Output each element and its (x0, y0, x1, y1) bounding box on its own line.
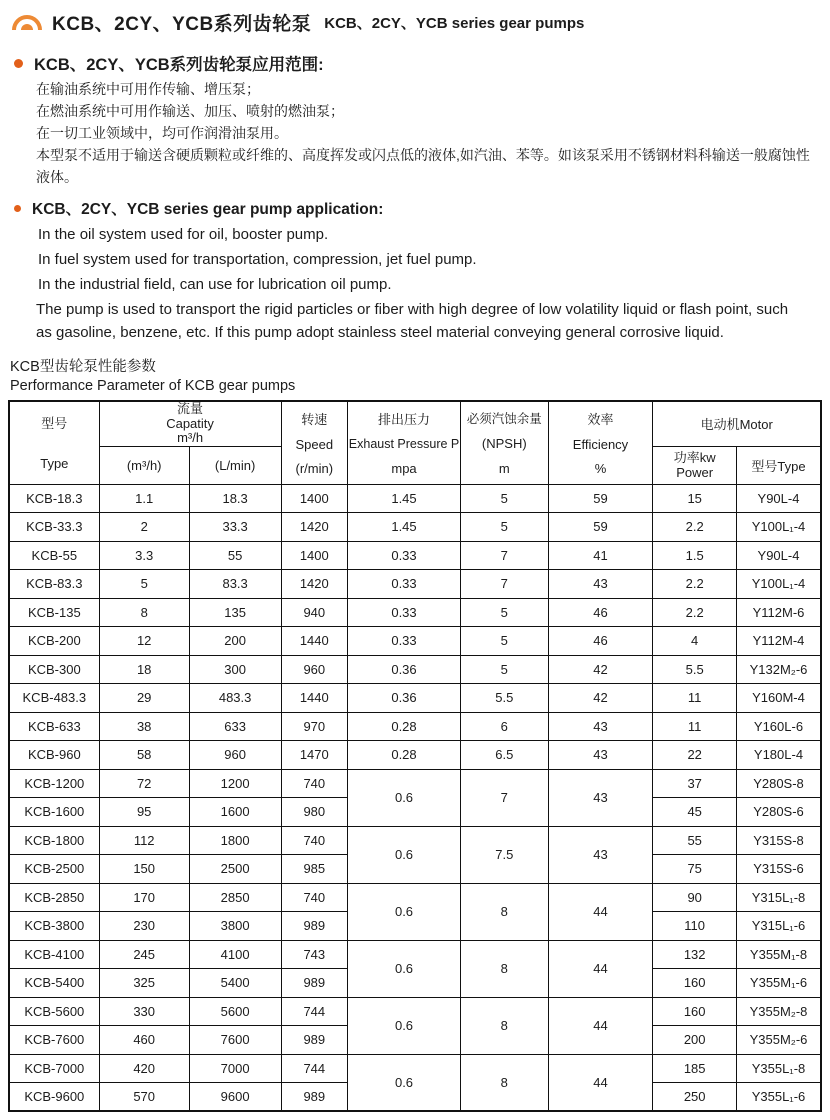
cell-pressure: 0.33 (348, 541, 461, 570)
cell-lmin: 9600 (189, 1083, 281, 1112)
cell-lmin: 960 (189, 741, 281, 770)
col-type-zh: 型号 (41, 415, 68, 431)
en-line: In the industrial field, can use for lubrication oil pump. (38, 276, 392, 293)
cell-type: KCB-5600 (9, 997, 99, 1026)
cell-motor: Y315L₁-6 (736, 912, 821, 941)
cell-motor: Y112M-6 (736, 598, 821, 627)
table-row (9, 712, 821, 741)
cell-pressure: 0.6 (348, 769, 461, 826)
col-lmin-label: (L/min) (214, 457, 256, 473)
cell-power: 185 (653, 1054, 737, 1083)
cell-type: KCB-7600 (9, 1026, 99, 1055)
cell-m3h: 8 (99, 598, 189, 627)
col-npsh-en: (NPSH) (481, 436, 527, 452)
cell-motor: Y132M₂-6 (736, 655, 821, 684)
cell-efficiency: 43 (548, 570, 653, 599)
cell-speed: 970 (281, 712, 348, 741)
cell-npsh: 8 (460, 997, 548, 1054)
cell-efficiency: 46 (548, 598, 653, 627)
cell-speed: 1440 (281, 627, 348, 656)
cell-motor: Y90L-4 (736, 541, 821, 570)
bullet-icon (14, 205, 21, 212)
cell-m3h: 570 (99, 1083, 189, 1112)
table-row (9, 513, 821, 542)
col-motor-type-label: 型号Type (751, 458, 806, 474)
table-row (9, 883, 821, 912)
cell-type: KCB-960 (9, 741, 99, 770)
cell-type: KCB-1800 (9, 826, 99, 855)
col-speed-en: Speed (295, 436, 334, 452)
cn-paragraph: 本型泵不适用于输送含硬质颗粒或纤维的、高度挥发或闪点低的液体,如汽油、苯等。如该泵采用不锈钢材料科输送一般腐蚀性液体。 (36, 147, 810, 185)
cell-lmin: 18.3 (189, 484, 281, 513)
table-row (9, 627, 821, 656)
cell-efficiency: 44 (548, 883, 653, 940)
col-pressure-unit: mpa (391, 460, 417, 476)
cell-type: KCB-83.3 (9, 570, 99, 599)
cell-type: KCB-200 (9, 627, 99, 656)
cell-speed: 980 (281, 798, 348, 827)
cell-m3h: 420 (99, 1054, 189, 1083)
col-header-type (9, 401, 99, 484)
section-heading-en-label: KCB、2CY、YCB series gear pump application: (32, 201, 384, 218)
cell-m3h: 58 (99, 741, 189, 770)
cell-type: KCB-135 (9, 598, 99, 627)
cell-type: KCB-33.3 (9, 513, 99, 542)
cell-speed: 989 (281, 1026, 348, 1055)
cell-motor: Y355L₁-8 (736, 1054, 821, 1083)
page-title-en: KCB、2CY、YCB series gear pumps (324, 15, 585, 32)
cn-line: 在燃油系统中可用作输送、加压、喷射的燃油泵； (36, 103, 344, 119)
cn-line: 在一切工业领域中，均可作润滑油泵用。 (36, 125, 288, 141)
cell-m3h: 29 (99, 684, 189, 713)
cell-speed: 744 (281, 997, 348, 1026)
cell-efficiency: 43 (548, 769, 653, 826)
cell-motor: Y100L₁-4 (736, 513, 821, 542)
cell-efficiency: 46 (548, 627, 653, 656)
cell-pressure: 0.36 (348, 684, 461, 713)
col-npsh-unit: m (498, 460, 510, 476)
cell-speed: 1420 (281, 513, 348, 542)
table-row (9, 598, 821, 627)
cell-speed: 743 (281, 940, 348, 969)
cell-speed: 1400 (281, 541, 348, 570)
cell-lmin: 1200 (189, 769, 281, 798)
cell-lmin: 2850 (189, 883, 281, 912)
performance-table (8, 400, 822, 1112)
cell-power: 2.2 (653, 513, 737, 542)
col-efficiency-unit: % (594, 460, 607, 476)
col-header-m3h (99, 446, 189, 484)
col-capacity-zh: 流量 (177, 401, 204, 416)
cell-lmin: 3800 (189, 912, 281, 941)
cell-m3h: 460 (99, 1026, 189, 1055)
cell-speed: 940 (281, 598, 348, 627)
cell-lmin: 5600 (189, 997, 281, 1026)
col-capacity-en: Capatity (166, 415, 214, 431)
cell-power: 110 (653, 912, 737, 941)
section-heading-cn-label: KCB、2CY、YCB系列齿轮泵应用范围: (34, 56, 324, 74)
cell-type: KCB-3800 (9, 912, 99, 941)
cell-power: 11 (653, 712, 737, 741)
col-header-speed (281, 401, 348, 484)
cell-efficiency: 44 (548, 940, 653, 997)
cell-power: 4 (653, 627, 737, 656)
cell-efficiency: 59 (548, 513, 653, 542)
col-header-motor-type (736, 446, 821, 484)
cell-motor: Y180L-4 (736, 741, 821, 770)
table-row (9, 655, 821, 684)
cell-power: 45 (653, 798, 737, 827)
cell-power: 160 (653, 969, 737, 998)
cell-speed: 1440 (281, 684, 348, 713)
col-type-en: Type (40, 455, 69, 471)
table-row (9, 1054, 821, 1083)
cell-speed: 740 (281, 883, 348, 912)
col-m3h-label: (m³/h) (126, 457, 162, 473)
cell-motor: Y355M₂-8 (736, 997, 821, 1026)
page-title-zh: KCB、2CY、YCB系列齿轮泵 (52, 14, 312, 35)
cell-efficiency: 42 (548, 684, 653, 713)
cell-type: KCB-2850 (9, 883, 99, 912)
table-captions (8, 357, 822, 396)
cell-lmin: 4100 (189, 940, 281, 969)
table-row (9, 826, 821, 855)
cell-npsh: 6 (460, 712, 548, 741)
col-motor-label: 电动机Motor (700, 417, 773, 433)
cell-m3h: 330 (99, 997, 189, 1026)
cell-m3h: 170 (99, 883, 189, 912)
col-header-motor (653, 401, 821, 446)
cell-lmin: 135 (189, 598, 281, 627)
cell-m3h: 245 (99, 940, 189, 969)
section-cn-body (36, 78, 822, 188)
cell-power: 90 (653, 883, 737, 912)
cell-speed: 989 (281, 912, 348, 941)
cell-pressure: 1.45 (348, 484, 461, 513)
cell-npsh: 5.5 (460, 684, 548, 713)
cell-speed: 989 (281, 969, 348, 998)
cell-motor: Y100L₁-4 (736, 570, 821, 599)
cell-lmin: 200 (189, 627, 281, 656)
cell-npsh: 5 (460, 513, 548, 542)
cell-motor: Y160L-6 (736, 712, 821, 741)
cell-m3h: 5 (99, 570, 189, 599)
cell-npsh: 8 (460, 883, 548, 940)
cell-speed: 985 (281, 855, 348, 884)
cell-npsh: 8 (460, 940, 548, 997)
cell-speed: 1470 (281, 741, 348, 770)
cell-speed: 960 (281, 655, 348, 684)
cell-type: KCB-9600 (9, 1083, 99, 1112)
cell-npsh: 7 (460, 541, 548, 570)
cell-type: KCB-483.3 (9, 684, 99, 713)
cell-npsh: 8 (460, 1054, 548, 1111)
cell-pressure: 0.33 (348, 598, 461, 627)
cell-power: 132 (653, 940, 737, 969)
cell-power: 75 (653, 855, 737, 884)
cell-speed: 740 (281, 826, 348, 855)
cell-m3h: 2 (99, 513, 189, 542)
cell-efficiency: 43 (548, 712, 653, 741)
cell-pressure: 0.6 (348, 883, 461, 940)
col-header-power (653, 446, 737, 484)
section-heading-cn (8, 51, 822, 75)
cell-npsh: 7.5 (460, 826, 548, 883)
cn-line: 在输油系统中可用作传输、增压泵； (36, 81, 260, 97)
en-line: In the oil system used for oil, booster pump. (38, 226, 329, 243)
cell-power: 11 (653, 684, 737, 713)
cell-lmin: 300 (189, 655, 281, 684)
cell-npsh: 5 (460, 655, 548, 684)
cell-power: 5.5 (653, 655, 737, 684)
cell-pressure: 0.28 (348, 712, 461, 741)
table-row (9, 997, 821, 1026)
cell-efficiency: 41 (548, 541, 653, 570)
table-caption-zh: KCB型齿轮泵性能参数 (10, 359, 156, 375)
cell-power: 15 (653, 484, 737, 513)
col-capacity-unit: m³/h (177, 430, 204, 445)
cell-motor: Y355M₁-6 (736, 969, 821, 998)
cell-npsh: 5 (460, 627, 548, 656)
en-paragraph: The pump is used to transport the rigid particles or fiber with high degree of low volatility liquid or flash point, such as gasoline, benzene, etc. If this pump adopt stainless steel material conveying general corrosive liquid. (36, 301, 789, 341)
col-speed-zh: 转速 (301, 411, 328, 427)
en-line: In fuel system used for transportation, compression, jet fuel pump. (38, 251, 477, 268)
cell-type: KCB-1200 (9, 769, 99, 798)
col-pressure-zh: 排出压力 (378, 411, 431, 427)
col-power-zh: 功率kw (673, 450, 716, 465)
cell-power: 55 (653, 826, 737, 855)
cell-pressure: 0.6 (348, 826, 461, 883)
cell-m3h: 150 (99, 855, 189, 884)
cell-npsh: 5 (460, 484, 548, 513)
cell-m3h: 38 (99, 712, 189, 741)
col-header-capacity (99, 401, 281, 446)
table-caption-en: Performance Parameter of KCB gear pumps (10, 378, 296, 394)
cell-motor: Y355L₁-6 (736, 1083, 821, 1112)
col-header-lmin (189, 446, 281, 484)
cell-motor: Y315S-8 (736, 826, 821, 855)
cell-power: 22 (653, 741, 737, 770)
cell-motor: Y315L₁-8 (736, 883, 821, 912)
cell-type: KCB-1600 (9, 798, 99, 827)
cell-lmin: 633 (189, 712, 281, 741)
bullet-icon (14, 59, 23, 68)
cell-lmin: 483.3 (189, 684, 281, 713)
cell-type: KCB-7000 (9, 1054, 99, 1083)
cell-npsh: 7 (460, 570, 548, 599)
cell-power: 1.5 (653, 541, 737, 570)
cell-power: 250 (653, 1083, 737, 1112)
cell-m3h: 112 (99, 826, 189, 855)
cell-power: 37 (653, 769, 737, 798)
cell-type: KCB-300 (9, 655, 99, 684)
col-pressure-en: Exhaust Pressure P (348, 437, 460, 452)
cell-pressure: 0.6 (348, 997, 461, 1054)
cell-efficiency: 59 (548, 484, 653, 513)
cell-power: 200 (653, 1026, 737, 1055)
pump-table-body (9, 484, 821, 1111)
col-power-en: Power (676, 465, 714, 480)
cell-m3h: 95 (99, 798, 189, 827)
cell-lmin: 7600 (189, 1026, 281, 1055)
section-en-body (38, 222, 822, 297)
table-row (9, 484, 821, 513)
cell-type: KCB-4100 (9, 940, 99, 969)
cell-type: KCB-2500 (9, 855, 99, 884)
cell-pressure: 0.33 (348, 570, 461, 599)
cell-motor: Y280S-6 (736, 798, 821, 827)
table-row (9, 541, 821, 570)
page-header (8, 9, 822, 36)
cell-pressure: 0.36 (348, 655, 461, 684)
cell-speed: 989 (281, 1083, 348, 1112)
cell-lmin: 83.3 (189, 570, 281, 599)
table-row (9, 570, 821, 599)
cell-m3h: 12 (99, 627, 189, 656)
table-row (9, 769, 821, 798)
cell-type: KCB-633 (9, 712, 99, 741)
col-efficiency-zh: 效率 (587, 411, 614, 427)
cell-motor: Y160M-4 (736, 684, 821, 713)
cell-power: 2.2 (653, 598, 737, 627)
cell-speed: 744 (281, 1054, 348, 1083)
cell-lmin: 55 (189, 541, 281, 570)
cell-motor: Y280S-8 (736, 769, 821, 798)
cell-m3h: 18 (99, 655, 189, 684)
cell-lmin: 1800 (189, 826, 281, 855)
cell-npsh: 6.5 (460, 741, 548, 770)
cell-lmin: 7000 (189, 1054, 281, 1083)
cell-motor: Y90L-4 (736, 484, 821, 513)
cell-pressure: 0.33 (348, 627, 461, 656)
cell-lmin: 33.3 (189, 513, 281, 542)
cell-speed: 1420 (281, 570, 348, 599)
cell-lmin: 2500 (189, 855, 281, 884)
cell-speed: 740 (281, 769, 348, 798)
cell-motor: Y355M₂-6 (736, 1026, 821, 1055)
cell-m3h: 1.1 (99, 484, 189, 513)
cell-efficiency: 43 (548, 826, 653, 883)
table-row (9, 940, 821, 969)
cell-motor: Y355M₁-8 (736, 940, 821, 969)
cell-type: KCB-55 (9, 541, 99, 570)
col-header-efficiency (548, 401, 653, 484)
cell-type: KCB-18.3 (9, 484, 99, 513)
cell-m3h: 3.3 (99, 541, 189, 570)
cell-motor: Y315S-6 (736, 855, 821, 884)
section-heading-en (8, 197, 822, 219)
cell-m3h: 325 (99, 969, 189, 998)
cell-pressure: 1.45 (348, 513, 461, 542)
col-header-npsh (460, 401, 548, 484)
cell-lmin: 5400 (189, 969, 281, 998)
col-npsh-zh: 必须汽蚀余量 (466, 411, 542, 426)
cell-speed: 1400 (281, 484, 348, 513)
cell-pressure: 0.28 (348, 741, 461, 770)
cell-lmin: 1600 (189, 798, 281, 827)
cell-efficiency: 44 (548, 997, 653, 1054)
cell-efficiency: 44 (548, 1054, 653, 1111)
cell-efficiency: 43 (548, 741, 653, 770)
cell-m3h: 230 (99, 912, 189, 941)
cell-pressure: 0.6 (348, 1054, 461, 1111)
cell-efficiency: 42 (548, 655, 653, 684)
cell-npsh: 5 (460, 598, 548, 627)
cell-motor: Y112M-4 (736, 627, 821, 656)
cell-npsh: 7 (460, 769, 548, 826)
cell-m3h: 72 (99, 769, 189, 798)
pump-logo-icon (11, 13, 43, 32)
cell-type: KCB-5400 (9, 969, 99, 998)
table-row (9, 684, 821, 713)
col-efficiency-en: Efficiency (572, 436, 629, 452)
cell-power: 2.2 (653, 570, 737, 599)
col-header-pressure (348, 401, 461, 484)
cell-power: 160 (653, 997, 737, 1026)
table-row (9, 741, 821, 770)
cell-pressure: 0.6 (348, 940, 461, 997)
col-speed-unit: (r/min) (295, 460, 334, 476)
